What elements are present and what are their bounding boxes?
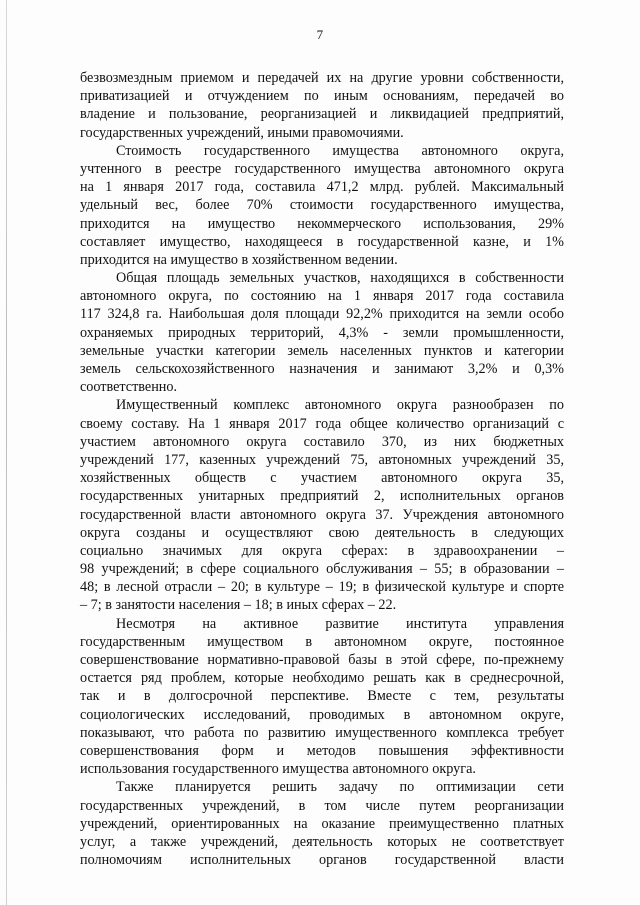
text-line: хозяйственных обществ с участием автономного округа 35, [80, 470, 564, 487]
text-line: составляет имущество, находящееся в государственной казне, и 1% [80, 233, 564, 250]
text-line: приходится на имущество некоммерческого использования, 29% [80, 215, 564, 232]
scan-edge-line [6, 0, 7, 905]
text-line: Общая площадь земельных участков, находящихся в собственности [116, 270, 564, 287]
text-line: полномочиям исполнительных органов государственной власти [80, 852, 564, 869]
text-line: Стоимость государственного имущества автономного округа, [116, 142, 564, 159]
text-line: государственных учреждений, в том числе путем реорганизации [80, 797, 564, 814]
text-line: приходится на имущество в хозяйственном ведении. [80, 251, 398, 268]
text-line: учреждений 177, казенных учреждений 75, автономных учреждений 35, [80, 451, 564, 468]
text-line: социологических исследований, проводимых в автономном округе, [80, 706, 564, 723]
text-line: 117 324,8 га. Наибольшая доля площади 92,2% приходится на земли особо [80, 306, 564, 323]
text-line: государственных учреждений, иными правомочиями. [80, 124, 404, 141]
text-line: Несмотря на активное развитие института управления [116, 615, 564, 632]
text-line: на 1 января 2017 года, составила 471,2 млрд. рублей. Максимальный [80, 179, 564, 196]
text-line: учреждений, ориентированных на оказание преимущественно платных [80, 815, 564, 832]
paragraph-optimization [80, 778, 564, 869]
text-line: соответственно. [80, 379, 178, 396]
text-line: совершенствования форм и методов повышения эффективности [80, 742, 564, 759]
text-line: – 7; в занятости населения – 18; в иных сферах – 22. [80, 597, 397, 614]
body-text [80, 69, 564, 869]
text-line: показывают, что работа по развитию имущественного комплекса требует [80, 724, 564, 741]
text-line: Также планируется решить задачу по оптимизации сети [116, 779, 564, 796]
text-line: совершенствование нормативно-правовой базы в этой сфере, по-прежнему [80, 652, 564, 668]
paragraph-property-complex [80, 396, 564, 614]
text-line: удельный вес, более 70% стоимости государственного имущества, [80, 197, 564, 214]
text-line: учтенного в реестре государственного имущества автономного округа [80, 160, 564, 177]
text-line: так и в долгосрочной перспективе. Вместе с тем, результаты [80, 688, 564, 705]
text-line: приватизацией и отчуждением по иным основаниям, передачей во [80, 88, 564, 105]
text-line: остается ряд проблем, которые необходимо решать как в среднесрочной, [80, 670, 564, 687]
text-line: владение и пользование, реорганизацией и ликвидацией предприятий, [80, 106, 564, 123]
text-line: своему составу. На 1 января 2017 года общее количество организаций с [80, 415, 564, 432]
text-line: земель сельскохозяйственного назначения и занимают 3,2% и 0,3% [80, 361, 564, 377]
text-line: безвозмездным приемом и передачей их на другие уровни собственности, [80, 70, 564, 86]
text-line: 48; в лесной отрасли – 20; в культуре – 19; в физической культуре и спорте [80, 579, 564, 596]
page-number: 7 [316, 27, 324, 42]
text-line: социально значимых для округа сферах: в здравоохранении – [80, 542, 564, 559]
text-line: использования государственного имущества автономного округа. [80, 761, 476, 778]
paragraph-problems [80, 615, 564, 779]
paragraph-property-value [80, 142, 564, 269]
text-line: государственным имуществом в автономном округе, постоянное [80, 633, 564, 650]
paragraph-continuation [80, 69, 564, 142]
text-line: округа созданы и осуществляют свою деятельность в следующих [80, 524, 564, 541]
text-line: автономного округа, по состоянию на 1 января 2017 года составила [80, 288, 564, 305]
text-line: 98 учреждений; в сфере социального обслуживания – 55; в образовании – [80, 561, 564, 578]
text-line: услуг, а также учреждений, деятельность которых не соответствует [80, 833, 564, 850]
text-line: Имущественный комплекс автономного округа разнообразен по [116, 397, 564, 414]
text-line: государственной власти автономного округа 37. Учреждения автономного [80, 506, 564, 523]
text-line: земельные участки категории земель населенных пунктов и категории [80, 342, 564, 359]
text-line: государственных унитарных предприятий 2, исполнительных органов [80, 488, 564, 505]
text-line: участием автономного округа составило 370, из них бюджетных [80, 433, 564, 450]
text-line: охраняемых природных территорий, 4,3% - земли промышленности, [80, 324, 564, 341]
paragraph-land-area [80, 269, 564, 396]
